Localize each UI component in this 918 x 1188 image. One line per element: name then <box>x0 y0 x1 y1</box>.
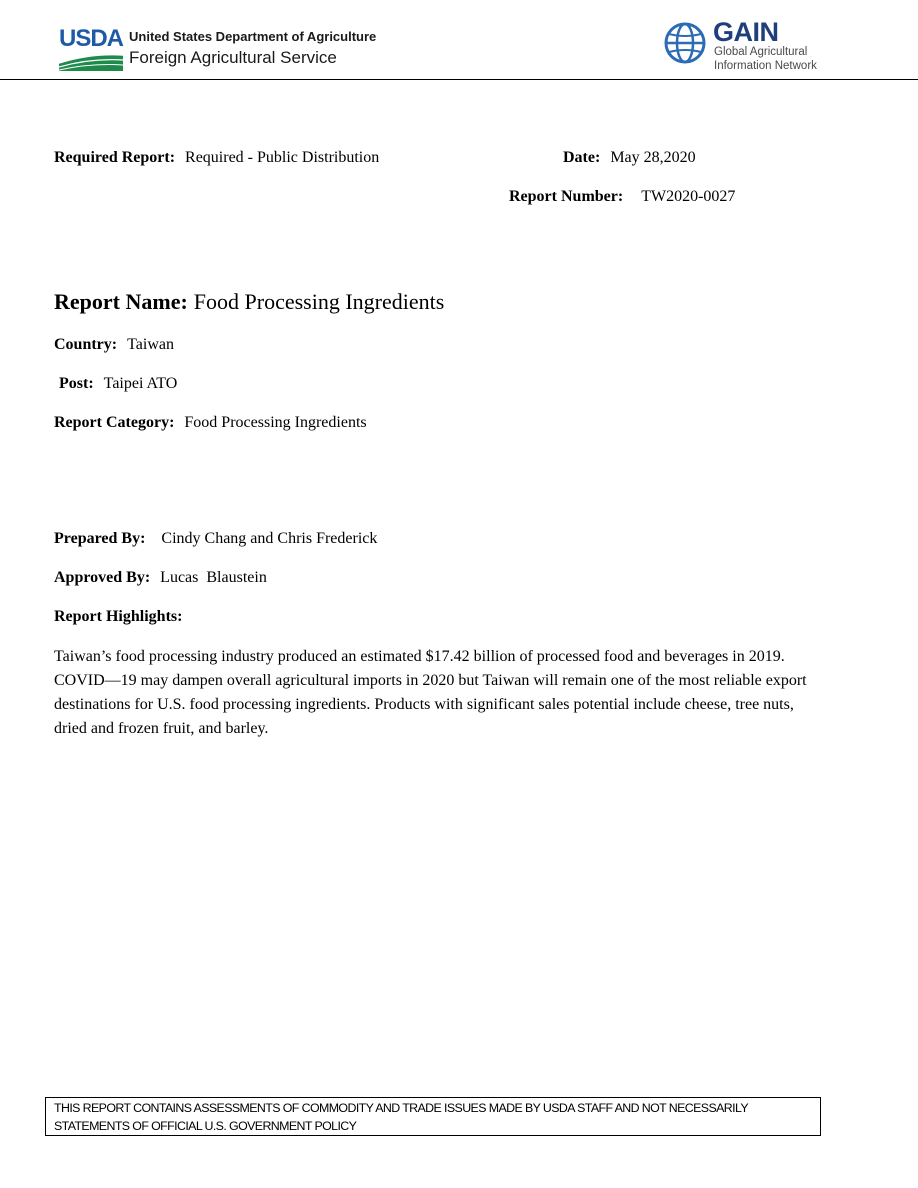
date-label: Date: <box>563 149 601 166</box>
prepared-by-value: Cindy Chang and Chris Frederick <box>161 530 378 547</box>
report-name-field <box>54 289 444 315</box>
agency-service: Foreign Agricultural Service <box>129 48 337 67</box>
post-label: Post: <box>59 375 94 392</box>
gain-logo-text: GAIN <box>713 17 779 47</box>
country-label: Country: <box>54 336 118 353</box>
date-field <box>563 148 696 168</box>
report-category-field <box>54 413 367 433</box>
post-field <box>59 374 177 394</box>
report-number-label: Report Number: <box>509 188 624 205</box>
required-report-label: Required Report: <box>54 149 176 166</box>
report-highlights-heading <box>54 607 182 627</box>
gain-subtitle-line2: Information Network <box>714 60 817 72</box>
page-header <box>0 0 918 82</box>
report-highlights-text: Taiwan’s food processing industry produced an estimated $17.42 billion of processed food and beverages in 2019. COVID—19 may dampen overall agricultural imports in 2020 but Taiwan will remain one of the most reliable export destinations for U.S. food processing ingredients. Products with significant sales potential include cheese, tree nuts, dried and frozen fruit, and barley. <box>54 648 807 737</box>
usda-fields-icon <box>59 51 123 71</box>
report-number-field <box>509 187 735 207</box>
country-field <box>54 335 174 355</box>
prepared-by-field <box>54 529 377 549</box>
report-name-value: Food Processing Ingredients <box>193 289 445 314</box>
approved-by-label: Approved By: <box>54 569 151 586</box>
report-name-label: Report Name: <box>54 289 188 314</box>
globe-icon <box>664 22 706 64</box>
agency-name: United States Department of Agriculture <box>129 29 377 44</box>
report-category-label: Report Category: <box>54 414 175 431</box>
prepared-by-label: Prepared By: <box>54 530 146 547</box>
gain-subtitle-line1: Global Agricultural <box>714 46 808 58</box>
disclaimer-box: THIS REPORT CONTAINS ASSESSMENTS OF COMMODITY AND TRADE ISSUES MADE BY USDA STAFF AND NOT NECESSARILY STATEMENTS OF OFFICIAL U.S. GOVERNMENT POLICY <box>45 1097 821 1136</box>
report-number-value: TW2020-0027 <box>641 188 736 205</box>
country-value: Taiwan <box>127 336 174 353</box>
date-value: May 28,2020 <box>610 149 696 166</box>
usda-logo-text: USDA <box>59 25 124 52</box>
report-category-value: Food Processing Ingredients <box>184 414 367 431</box>
approved-by-value: Lucas Blaustein <box>160 569 267 586</box>
required-report-field <box>54 148 379 168</box>
approved-by-field <box>54 568 267 588</box>
usda-logo <box>59 27 123 72</box>
required-report-value: Required - Public Distribution <box>185 149 380 166</box>
post-value: Taipei ATO <box>103 375 178 392</box>
header-divider <box>0 79 918 80</box>
report-highlights-label: Report Highlights: <box>54 608 183 625</box>
